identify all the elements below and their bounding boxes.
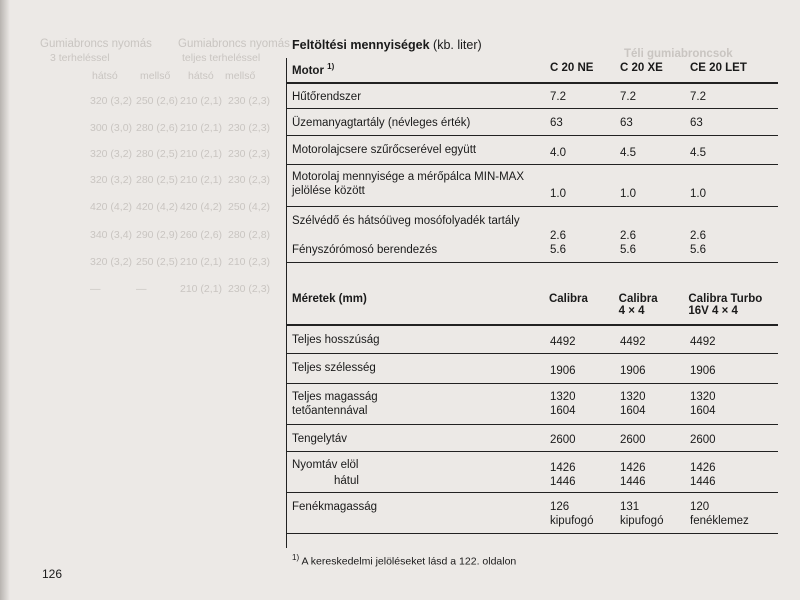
row-value: 4.0 [550,147,566,159]
row-value: 4.5 [690,147,706,159]
col-header: C 20 XE [620,62,663,74]
footnote [292,553,516,568]
row-value: 2.6 [690,230,706,242]
bleed-value: 420 (4,2) [180,201,223,213]
row-value: 1906 [690,365,716,377]
bleed-value: 280 (2,6) [136,122,179,134]
row-value: 1604 [550,405,576,417]
row-value: 2600 [620,434,646,446]
col-header-line: Calibra [548,293,588,305]
bleed-header: Gumiabroncs nyomás [178,38,290,50]
row-value: 4.5 [620,147,636,159]
footnote-marker: 1) [292,553,300,562]
bleed-value: 210 (2,1) [180,283,223,295]
table-row [292,214,782,244]
bleed-value: 230 (2,3) [228,122,271,134]
row-label: hátul [334,475,359,487]
row-value: 7.2 [690,91,706,103]
bleed-front: mellső [140,70,171,82]
section-title [292,38,482,52]
table-left-border [286,58,287,548]
bleed-value: 230 (2,3) [228,95,271,107]
row-value: 1426 [620,462,646,474]
header-label-text: Motor [292,64,324,77]
col-header: CE 20 LET [690,62,747,74]
bleed-value: 320 (3,2) [90,95,133,107]
row-value: 1426 [690,462,716,474]
table-row [292,243,782,257]
bleed-value: — [136,283,147,295]
bleed-value: 260 (2,6) [180,229,223,241]
section-title-text: Feltöltési mennyiségek [292,38,430,52]
row-value: 1.0 [620,188,636,200]
row-value: 7.2 [620,91,636,103]
row-value: 63 [690,117,703,129]
header-divider [287,82,778,84]
bleed-value: 280 (2,8) [228,229,271,241]
row-label: tetőantennával [292,405,368,417]
bleed-value: 250 (2,5) [136,256,179,268]
bleed-value: 320 (3,2) [90,256,133,268]
col-header-line: Calibra Turbo [688,293,763,305]
row-label: Üzemanyagtartály (névleges érték) [292,117,471,129]
row-value: 1426 [550,462,576,474]
bleed-value: 230 (2,3) [228,174,271,186]
bleed-value: 210 (2,1) [180,256,223,268]
header-label: Méretek (mm) [292,293,367,305]
col-header: C 20 NE [550,62,594,74]
row-label: Teljes hosszúság [292,334,380,346]
row-divider [287,451,778,452]
header-divider [287,324,778,326]
section-title-suffix: (kb. liter) [433,38,482,52]
col-header [688,293,778,317]
bleed-title: Téli gumiabroncsok [624,48,733,60]
table-row [292,333,782,349]
row-value: 1446 [550,476,576,488]
bleed-value: 210 (2,1) [180,122,223,134]
row-divider [287,424,778,425]
row-value: 63 [550,117,563,129]
row-value: 1906 [550,365,576,377]
row-value: kipufogó [620,515,664,527]
row-value: 4492 [690,336,716,348]
row-value: 131 [620,501,640,513]
table-row [292,404,782,418]
bleed-value: 280 (2,5) [136,148,179,160]
row-value: 126 [550,501,570,513]
row-divider [287,108,778,109]
row-value: 5.6 [620,244,636,256]
row-value: 5.6 [690,244,706,256]
row-value: 1604 [690,405,716,417]
bleed-subheader: teljes terheléssel [182,52,261,64]
row-value: 1.0 [550,188,566,200]
row-divider [287,206,778,207]
row-value: 2.6 [620,230,636,242]
bleed-value: 250 (2,6) [136,95,179,107]
header-sup: 1) [327,62,335,71]
row-divider [287,135,778,136]
bleed-value: 210 (2,1) [180,148,223,160]
row-label: Teljes magasság [292,391,378,403]
row-label: Motorolajcsere szűrőcserével együtt [292,144,477,156]
row-value: 2.6 [550,230,566,242]
row-label [292,514,550,528]
row-divider [287,383,778,384]
row-value: 5.6 [550,244,566,256]
row-value: 4492 [620,336,646,348]
row-divider [287,353,778,354]
row-label: Fényszórómosó berendezés [292,244,438,256]
row-value: 1.0 [690,188,706,200]
table-row [292,116,782,130]
row-value: 1320 [550,391,576,403]
bleed-rear: hátsó [92,70,118,82]
row-label: Motorolaj mennyisége a mérőpálca MIN-MAX jelölése között [292,171,525,197]
bleed-front: mellső [225,70,256,82]
table-row [292,514,782,528]
row-label: Nyomtáv elöl [292,459,359,471]
bleed-value: 210 (2,3) [228,256,271,268]
header-label [292,62,550,77]
row-label: Fenékmagasság [292,501,378,513]
bleed-value: 230 (2,3) [228,283,271,295]
bleed-value: 320 (3,2) [90,148,133,160]
page-gutter-shadow [0,0,10,600]
row-value: 1446 [620,476,646,488]
row-value: 1320 [620,391,646,403]
row-value: 2600 [690,434,716,446]
row-value: 120 [690,501,710,513]
col-header-line: 16V 4 × 4 [688,305,738,317]
row-value: 2600 [550,434,576,446]
bleed-subheader: 3 terheléssel [50,52,110,64]
row-value: 63 [620,117,633,129]
row-value: 1604 [620,405,646,417]
col-header-line: 4 × 4 [618,305,645,317]
table-row [292,361,782,378]
row-label: Szélvédő és hátsóüveg mosófolyadék tartály [292,215,520,227]
col-header [549,293,619,317]
bleed-value: 250 (4,2) [228,201,271,213]
bleed-value: 320 (3,2) [90,174,133,186]
row-value: 1906 [620,365,646,377]
bleed-header: Gumiabroncs nyomás [40,38,152,50]
table-row [292,474,782,489]
row-value: 1320 [690,391,716,403]
col-header [619,293,689,317]
row-value: 1446 [690,476,716,488]
row-divider [287,262,778,263]
bleed-value: 420 (4,2) [136,201,179,213]
row-divider [287,492,778,493]
table-row [292,432,782,447]
table-header-dimensions [292,293,778,317]
bleed-value: 230 (2,3) [228,148,271,160]
row-label: Hűtőrendszer [292,91,362,103]
bleed-value: — [90,283,101,295]
row-divider [287,533,778,534]
row-divider [287,164,778,165]
table-row [292,90,782,104]
row-label: Teljes szélesség [292,362,376,374]
page-number: 126 [42,567,63,581]
bleed-rear: hátsó [188,70,214,82]
footnote-text: A kereskedelmi jelöléseket lásd a 122. oldalon [301,555,517,568]
table-row [292,500,782,514]
row-value: fenéklemez [690,515,749,527]
row-value: kipufogó [550,515,594,527]
row-value: 7.2 [550,91,566,103]
bleed-value: 420 (4,2) [90,201,133,213]
bleed-value: 340 (3,4) [90,229,133,241]
table-row [292,170,782,204]
bleed-value: 210 (2,1) [180,174,223,186]
table-header-engine [292,62,778,77]
bleed-value: 300 (3,0) [90,122,133,134]
table-row [292,143,782,157]
table-row [292,390,782,404]
col-header-line: Calibra [618,293,658,305]
table-row [292,458,782,475]
row-label: Tengelytáv [292,433,347,445]
row-value: 4492 [550,336,576,348]
bleed-value: 290 (2,9) [136,229,179,241]
bleed-value: 210 (2,1) [180,95,223,107]
bleed-value: 280 (2,5) [136,174,179,186]
